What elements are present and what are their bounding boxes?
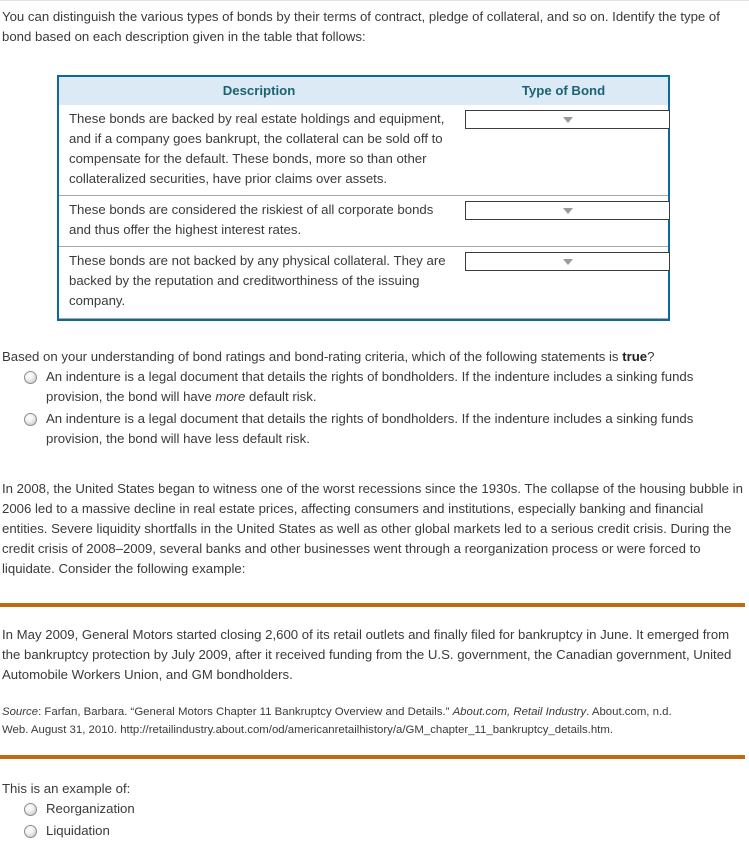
chevron-down-icon [563, 208, 573, 214]
chevron-down-icon [563, 259, 573, 265]
bond-type-dropdown-3[interactable] [465, 252, 670, 271]
prompt-text-before: Based on your understanding of bond ratings and bond-rating criteria, which of the following statements is [2, 349, 623, 364]
bond-ratings-question [2, 347, 743, 449]
exercise-page [0, 1, 749, 579]
intro-paragraph: You can distinguish the various types of bonds by their terms of contract, pledge of collateral, and so on. Identify the type of bond based on each description given in the table that follows: [2, 9, 720, 44]
bond-ratings-options [2, 367, 743, 449]
column-header-description: Description [59, 77, 459, 105]
recession-paragraph: In 2008, the United States began to witness one of the worst recessions since the 1930s. The collapse of the housing bubble in 2006 led to a massive decline in real estate prices, affecting consumers and institutions, especially banking and financial entities. Severe liquidity shortfalls in the United States as well as other global markets led to a serious credit crisis. During the credit crisis of 2008–2009, several banks and other businesses went through a reorganization process or were forced to liquidate. Consider the following example: [2, 481, 743, 576]
bond-description-cell-3: These bonds are not backed by any physical collateral. They are backed by the reputation and creditworthiness of the issuing company. [59, 247, 459, 319]
example-question [2, 779, 743, 841]
list-item[interactable] [2, 409, 743, 449]
spacer [0, 579, 749, 603]
source-text-part1: : Farfan, Barbara. “General Motors Chapter 11 Bankruptcy Overview and Details.” [38, 706, 453, 718]
radio-button-liquidation[interactable] [24, 825, 37, 838]
example-question-options [2, 799, 743, 841]
column-header-type-of-bond: Type of Bond [459, 77, 668, 105]
source-text-part2: . About.com, n.d. [586, 706, 672, 718]
bond-type-cell-1 [459, 105, 668, 196]
option-label-indenture-less-risk: An indenture is a legal document that details the rights of bondholders. If the indenture includes a sinking funds provision, the bond will have less default risk. [46, 411, 694, 446]
list-item[interactable] [2, 367, 743, 407]
prompt-emphasis-true: true [622, 349, 648, 364]
bond-type-dropdown-2[interactable] [465, 201, 670, 220]
bond-type-cell-2 [459, 196, 668, 247]
option-text-after: default risk. [245, 389, 317, 404]
source-label: Source [2, 706, 39, 718]
option-text-before: An indenture is a legal document that details the rights of bondholders. If the indenture includes a sinking funds provision, the bond will have [46, 369, 694, 404]
table-row [59, 247, 668, 319]
option-label-liquidation: Liquidation [46, 823, 110, 838]
bond-description-cell-1: These bonds are backed by real estate holdings and equipment, and if a company goes bankrupt, the collateral can be sold off to compensate for the default. These bonds, more so than other collateralized securities, have prior claims over assets. [69, 111, 445, 186]
option-label-indenture-more-risk [46, 367, 743, 407]
table-header [59, 77, 668, 105]
bond-type-dropdown-1[interactable] [465, 110, 670, 129]
radio-button-indenture-less-risk[interactable] [24, 413, 37, 426]
bond-type-table-container [57, 75, 670, 321]
list-item[interactable] [2, 821, 743, 841]
radio-button-indenture-more-risk[interactable] [24, 371, 37, 384]
table-header-row [59, 77, 668, 105]
gm-example-section [0, 625, 749, 739]
recession-section [2, 479, 743, 579]
table-body [59, 105, 668, 319]
list-item[interactable] [2, 799, 743, 819]
chevron-down-icon [563, 117, 573, 123]
table-row [59, 105, 668, 196]
example-question-section [0, 779, 749, 841]
bond-type-cell-3 [459, 247, 668, 319]
example-question-prompt: This is an example of: [2, 781, 131, 796]
source-citation [2, 703, 743, 739]
option-emphasis-more: more [215, 389, 246, 404]
divider-orange-top [0, 603, 745, 607]
gm-example-block [2, 625, 743, 739]
source-text-line2: Web. August 31, 2010. http://retailindustry.about.com/od/americanretailhistory/a/GM_chapter_11_bankruptcy_details.htm. [2, 724, 613, 736]
prompt-text-after: ? [647, 349, 655, 364]
table-row [59, 196, 668, 247]
divider-orange-bottom [0, 755, 745, 759]
bond-type-table [59, 77, 668, 319]
radio-button-reorganization[interactable] [24, 803, 37, 816]
option-label-reorganization: Reorganization [46, 801, 135, 816]
bond-description-cell-2: These bonds are considered the riskiest of all corporate bonds and thus offer the highest interest rates. [59, 196, 459, 247]
source-publication-italic: About.com, Retail Industry [452, 706, 587, 718]
bond-ratings-prompt [2, 347, 743, 367]
gm-example-paragraph: In May 2009, General Motors started closing 2,600 of its retail outlets and finally filed for bankruptcy in June. It emerged from the bankruptcy protection by July 2009, after it received funding from the U.S. government, the Canadian government, United Automobile Workers Union, and GM bondholders. [2, 627, 732, 682]
